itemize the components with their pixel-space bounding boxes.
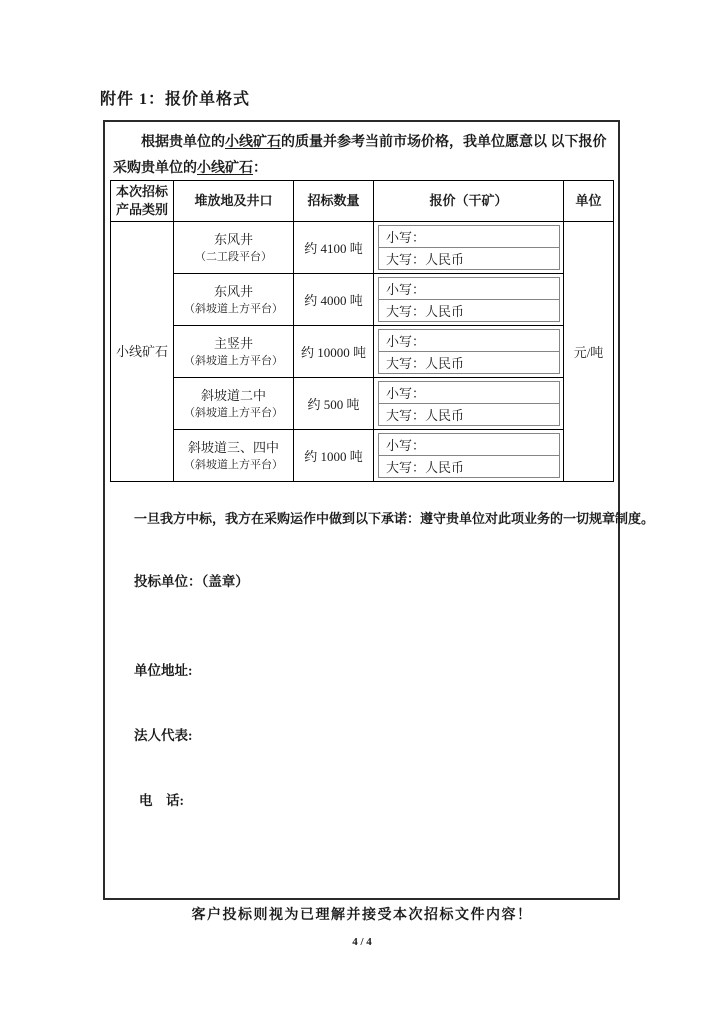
location-cell (174, 222, 294, 274)
quotation-box (103, 120, 655, 900)
location-detail: （斜坡道上方平台） (184, 406, 283, 419)
header-quantity: 招标数量 (294, 181, 374, 222)
category-cell: 小线矿石 (111, 222, 174, 482)
header-price: 报价（干矿） (374, 181, 564, 222)
header-location: 堆放地及井口 (174, 181, 294, 222)
price-small-box: 小写： (378, 225, 560, 248)
location-name: 斜坡道二中 (200, 387, 266, 403)
legal-rep-label: 法人代表: (134, 728, 193, 743)
price-large-box: 大写：人民币 (378, 403, 560, 426)
footer-statement: 客户投标则视为已理解并接受本次招标文件内容！ (191, 908, 533, 923)
location-cell (174, 430, 294, 482)
price-small-box: 小写： (378, 381, 560, 404)
location-name: 斜坡道三、四中 (187, 439, 279, 455)
price-small-box: 小写： (378, 433, 560, 456)
quotation-table (110, 180, 614, 482)
header-unit: 单位 (564, 181, 614, 222)
price-small-box: 小写： (378, 277, 560, 300)
intro-text-3: ： (253, 161, 267, 176)
quantity-cell: 约 10000 吨 (294, 326, 374, 378)
header-category: 本次招标产品类别 (111, 181, 174, 222)
table-row (111, 222, 614, 274)
table-row (111, 430, 614, 482)
price-small-box: 小写： (378, 329, 560, 352)
price-large-box: 大写：人民币 (378, 247, 560, 270)
intro-paragraph (113, 130, 610, 182)
location-name: 东风井 (213, 231, 253, 247)
quantity-cell: 约 1000 吨 (294, 430, 374, 482)
unit-cell: 元/吨 (564, 222, 614, 482)
intro-text-2: 的质量并参考当前市场价格，我单位愿意以 以下报价采购贵单位的 (113, 135, 607, 176)
price-large-box: 大写：人民币 (378, 299, 560, 322)
location-name: 东风井 (213, 283, 253, 299)
table-row (111, 274, 614, 326)
price-cell (374, 430, 564, 482)
address-label: 单位地址: (134, 663, 193, 678)
location-cell (174, 326, 294, 378)
price-large-box: 大写：人民币 (378, 455, 560, 478)
location-detail: （斜坡道上方平台） (184, 302, 283, 315)
location-detail: （斜坡道上方平台） (184, 354, 283, 367)
price-cell (374, 378, 564, 430)
table-row (111, 326, 614, 378)
phone-label: 电 话: (139, 793, 184, 808)
quantity-cell: 约 4100 吨 (294, 222, 374, 274)
commitment-paragraph: 一旦我方中标，我方在采购运作中做到以下承诺：遵守贵单位对此项业务的一切规章制度。 (134, 511, 655, 526)
location-cell (174, 274, 294, 326)
price-large-box: 大写：人民币 (378, 351, 560, 374)
price-cell (374, 274, 564, 326)
location-name: 主竖井 (213, 335, 253, 351)
table-row (111, 378, 614, 430)
location-detail: （斜坡道上方平台） (184, 458, 283, 471)
intro-text-1: 根据贵单位的 (141, 135, 225, 150)
intro-underlined-2: 小线矿石 (197, 161, 253, 176)
price-cell (374, 326, 564, 378)
location-cell (174, 378, 294, 430)
quantity-cell: 约 4000 吨 (294, 274, 374, 326)
location-detail: （二工段平台） (195, 250, 272, 263)
bidder-label: 投标单位：（盖章） (134, 574, 249, 589)
table-header-row (111, 181, 614, 222)
price-cell (374, 222, 564, 274)
page-title: 附件 1：报价单格式 (100, 91, 251, 108)
quantity-cell: 约 500 吨 (294, 378, 374, 430)
page-number: 4 / 4 (352, 936, 372, 948)
intro-underlined-1: 小线矿石 (225, 135, 281, 150)
